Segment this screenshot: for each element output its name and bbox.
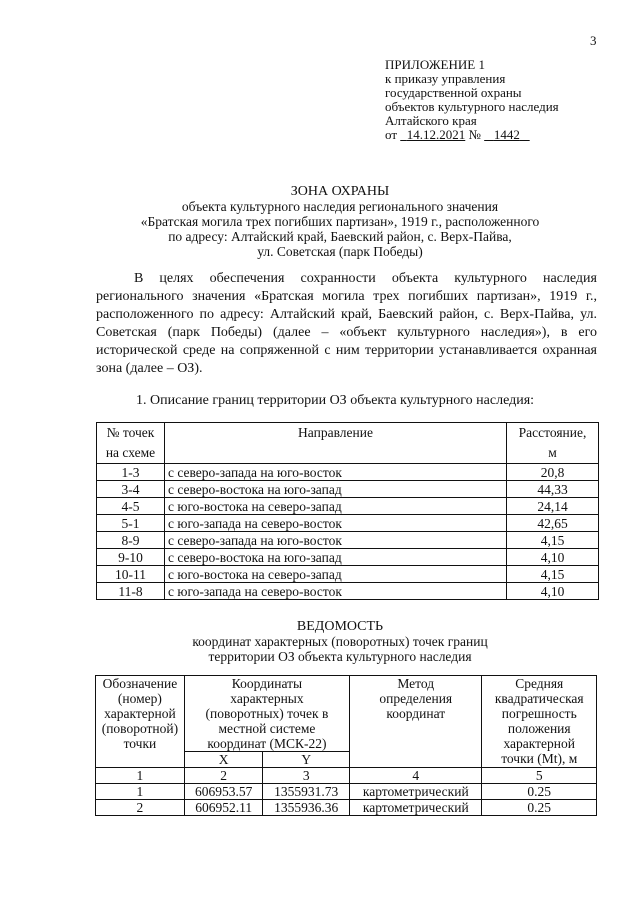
- vedomost-subtitle: [100, 634, 580, 664]
- appendix-line: Алтайского края: [385, 113, 477, 128]
- table-row: [97, 464, 599, 481]
- subtitle-line: по адресу: Алтайский край, Баевский район, с. Верх-Пайва,: [168, 229, 512, 244]
- appendix-block: [385, 58, 559, 142]
- method-cell: картометрический: [350, 784, 482, 800]
- header-accuracy-line: характерной: [503, 736, 575, 751]
- index-row: [96, 768, 597, 784]
- order-number: [484, 127, 530, 142]
- table-row: [97, 566, 599, 583]
- boundary-table: [96, 422, 599, 600]
- header-designation-line: (номер): [117, 691, 162, 706]
- header-method-line: координат: [386, 706, 446, 721]
- index-cell: 2: [184, 768, 263, 784]
- order-number-value: 1442: [493, 127, 520, 142]
- zone-subtitle: [100, 199, 580, 259]
- header-designation-line: Обозначение: [102, 676, 178, 691]
- direction-cell: с юго-востока на северо-запад: [165, 498, 507, 515]
- index-cell: 4: [350, 768, 482, 784]
- appendix-line: государственной охраны: [385, 85, 522, 100]
- points-cell: 1-3: [97, 464, 165, 481]
- coordinates-table: [95, 675, 597, 816]
- boundary-table-body: [97, 464, 599, 600]
- header-accuracy: [482, 676, 597, 768]
- x-cell: 606952.11: [184, 800, 263, 816]
- distance-cell: 24,14: [507, 498, 599, 515]
- table-row: [97, 583, 599, 600]
- order-date: [400, 127, 465, 142]
- direction-cell: с северо-востока на юго-запад: [165, 481, 507, 498]
- vedomost-title: ВЕДОМОСТЬ: [296, 619, 384, 634]
- header-accuracy-line: Средняя: [515, 676, 564, 691]
- header-distance: [507, 423, 599, 464]
- header-method-line: Метод: [397, 676, 435, 691]
- table-row: [97, 515, 599, 532]
- header-accuracy-line: положения: [507, 721, 571, 736]
- header-coordinates-line: координат (МСК-22): [207, 736, 327, 751]
- header-coordinates: [184, 676, 349, 752]
- header-designation-line: характерной: [104, 706, 176, 721]
- intro-paragraph: В целях обеспечения сохранности объекта культурного наследия регионального значения «Братская могила трех погибших партизан», 1919 г., расположенного по адресу: Алтайский край, Баевский район, с. Верх-Пайва, ул. Советская (парк Победы) (далее – «объект культурного наследия»), в его исторической среде на сопряженной с ним территории устанавливается охранная зона (далее – ОЗ).: [96, 271, 597, 376]
- distance-cell: 4,15: [507, 566, 599, 583]
- direction-cell: с юго-запада на северо-восток: [165, 583, 507, 600]
- header-designation-line: (поворотной): [101, 721, 179, 736]
- appendix-line: объектов культурного наследия: [385, 99, 559, 114]
- order-date-value: 14.12.2021: [406, 127, 466, 142]
- distance-cell: 4,10: [507, 549, 599, 566]
- table-row: [97, 481, 599, 498]
- accuracy-cell: 0.25: [482, 784, 597, 800]
- method-cell: картометрический: [350, 800, 482, 816]
- section-1-title: 1. Описание границ территории ОЗ объекта культурного наследия:: [136, 393, 535, 408]
- distance-cell: 20,8: [507, 464, 599, 481]
- point-cell: 2: [96, 800, 185, 816]
- header-points: [97, 423, 165, 464]
- distance-cell: 4,10: [507, 583, 599, 600]
- points-cell: 11-8: [97, 583, 165, 600]
- header-points-line1: № точек: [106, 425, 155, 440]
- index-cell: 1: [96, 768, 185, 784]
- table-row: [96, 784, 597, 800]
- header-distance-line2: м: [548, 445, 557, 460]
- direction-cell: с северо-запада на юго-восток: [165, 532, 507, 549]
- direction-cell: с юго-запада на северо-восток: [165, 515, 507, 532]
- header-x: X: [184, 752, 263, 768]
- points-cell: 8-9: [97, 532, 165, 549]
- table-row: [97, 498, 599, 515]
- table-row: [96, 800, 597, 816]
- table-row: [97, 532, 599, 549]
- header-coordinates-line: Координаты: [231, 676, 303, 691]
- number-prefix: №: [468, 127, 481, 142]
- header-coordinates-line: местной системе: [218, 721, 316, 736]
- direction-cell: с северо-востока на юго-запад: [165, 549, 507, 566]
- header-designation: [96, 676, 185, 768]
- subtitle-line: «Братская могила трех погибших партизан», 1919 г., расположенного: [140, 214, 540, 229]
- zone-title: ЗОНА ОХРАНЫ: [290, 184, 390, 199]
- header-distance-line1: Расстояние,: [518, 425, 587, 440]
- distance-cell: 42,65: [507, 515, 599, 532]
- direction-cell: с юго-востока на северо-запад: [165, 566, 507, 583]
- vedomost-line: территории ОЗ объекта культурного наследия: [208, 649, 472, 664]
- header-designation-line: точки: [123, 736, 157, 751]
- distance-cell: 44,33: [507, 481, 599, 498]
- header-accuracy-line: квадратическая: [494, 691, 584, 706]
- points-cell: 9-10: [97, 549, 165, 566]
- header-accuracy-line: погрешность: [501, 706, 577, 721]
- appendix-date-line: [385, 128, 559, 142]
- point-cell: 1: [96, 784, 185, 800]
- vedomost-line: координат характерных (поворотных) точек границ: [192, 634, 488, 649]
- header-accuracy-line: точки (Mt), м: [501, 751, 578, 766]
- y-cell: 1355936.36: [263, 800, 350, 816]
- points-cell: 3-4: [97, 481, 165, 498]
- header-y: Y: [263, 752, 350, 768]
- direction-cell: с северо-запада на юго-восток: [165, 464, 507, 481]
- header-coordinates-line: характерных: [230, 691, 304, 706]
- header-method-line: определения: [379, 691, 453, 706]
- page-number: 3: [590, 33, 597, 48]
- y-cell: 1355931.73: [263, 784, 350, 800]
- x-cell: 606953.57: [184, 784, 263, 800]
- date-prefix: от: [385, 127, 398, 142]
- distance-cell: 4,15: [507, 532, 599, 549]
- appendix-line: к приказу управления: [385, 71, 506, 86]
- index-cell: 5: [482, 768, 597, 784]
- header-method: [350, 676, 482, 768]
- table-row: [97, 549, 599, 566]
- points-cell: 4-5: [97, 498, 165, 515]
- header-coordinates-line: (поворотных) точек в: [205, 706, 329, 721]
- subtitle-line: ул. Советская (парк Победы): [257, 244, 423, 259]
- index-cell: 3: [263, 768, 350, 784]
- header-direction: Направление: [165, 423, 507, 464]
- appendix-title: ПРИЛОЖЕНИЕ 1: [385, 57, 485, 72]
- header-points-line2: на схеме: [105, 445, 156, 460]
- points-cell: 5-1: [97, 515, 165, 532]
- accuracy-cell: 0.25: [482, 800, 597, 816]
- points-cell: 10-11: [97, 566, 165, 583]
- subtitle-line: объекта культурного наследия регионального значения: [181, 199, 499, 214]
